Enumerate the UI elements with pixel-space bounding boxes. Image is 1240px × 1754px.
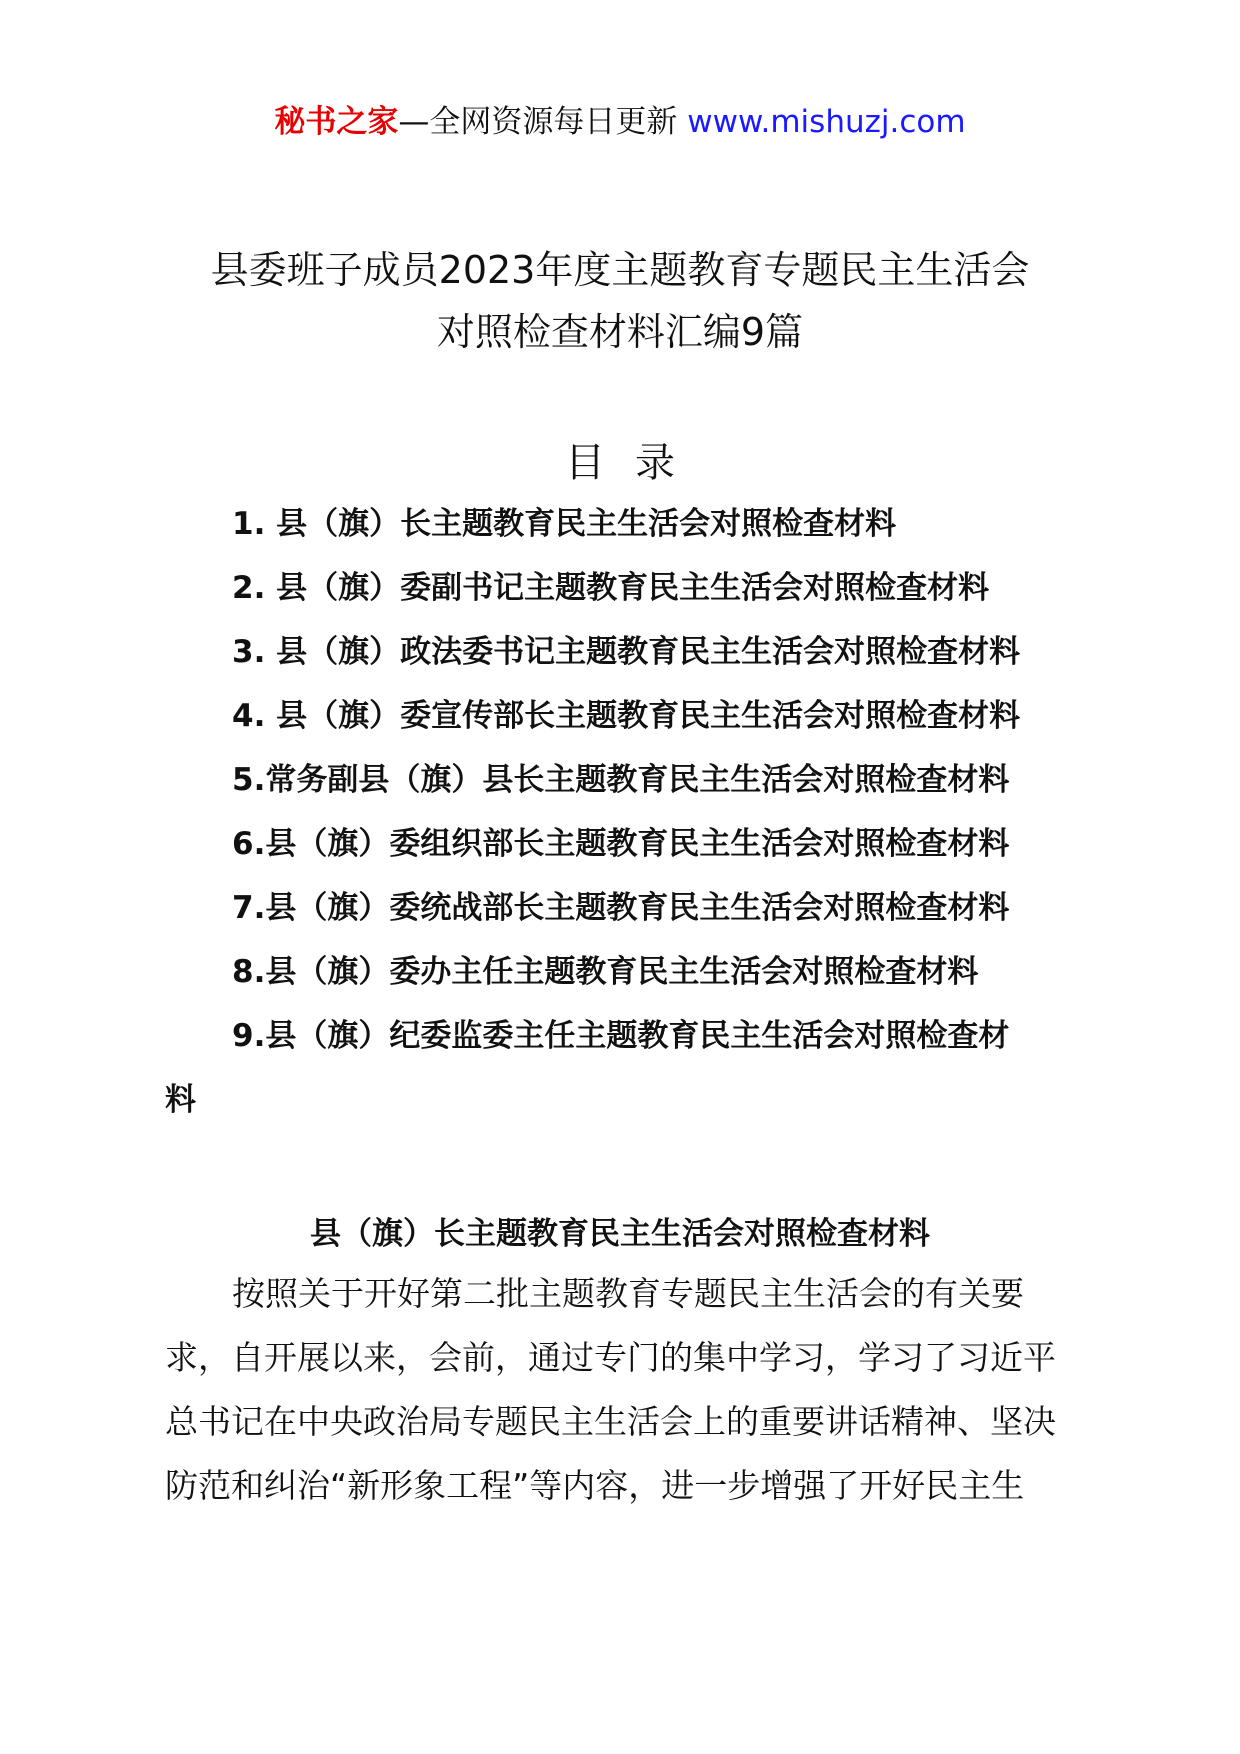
section-title: 县（旗）长主题教育民主生活会对照检查材料 (310, 1216, 930, 1252)
toc-item-6[interactable]: 6.县（旗）委组织部长主题教育民主生活会对照检查材料 (232, 826, 1010, 862)
paragraph-line-3: 总书记在中央政治局专题民主生活会上的重要讲话精神、坚决 (165, 1402, 1056, 1441)
toc-item-1[interactable]: 1. 县（旗）长主题教育民主生活会对照检查材料 (232, 506, 897, 542)
paragraph-line-4: 防范和纠治“新形象工程”等内容，进一步增强了开好民主生 (165, 1466, 1025, 1505)
toc-item-9-continuation[interactable]: 料 (165, 1082, 196, 1118)
toc-item-7[interactable]: 7.县（旗）委统战部长主题教育民主生活会对照检查材料 (232, 890, 1010, 926)
toc-item-3[interactable]: 3. 县（旗）政法委书记主题教育民主生活会对照检查材料 (232, 634, 1021, 670)
toc-item-2[interactable]: 2. 县（旗）委副书记主题教育民主生活会对照检查材料 (232, 570, 990, 606)
paragraph-line-2: 求，自开展以来，会前，通过专门的集中学习，学习了习近平 (165, 1338, 1056, 1377)
site-url-link[interactable]: www.mishuzj.com (687, 104, 966, 140)
toc-item-8[interactable]: 8.县（旗）委办主任主题教育民主生活会对照检查材料 (232, 954, 979, 990)
site-brand: 秘书之家 (274, 104, 399, 140)
document-title-line-1: 县委班子成员2023年度主题教育专题民主生活会 (210, 248, 1030, 292)
site-header (0, 100, 1240, 144)
site-slogan: —全网资源每日更新 (398, 104, 678, 140)
toc-item-5[interactable]: 5.常务副县（旗）县长主题教育民主生活会对照检查材料 (232, 762, 1010, 798)
toc-heading: 目录 (565, 440, 705, 486)
paragraph-line-1: 按照关于开好第二批主题教育专题民主生活会的有关要 (232, 1274, 1024, 1313)
toc-item-9[interactable]: 9.县（旗）纪委监委主任主题教育民主生活会对照检查材 (232, 1018, 1010, 1054)
document-title-line-2: 对照检查材料汇编9篇 (436, 310, 804, 354)
toc-item-4[interactable]: 4. 县（旗）委宣传部长主题教育民主生活会对照检查材料 (232, 698, 1021, 734)
